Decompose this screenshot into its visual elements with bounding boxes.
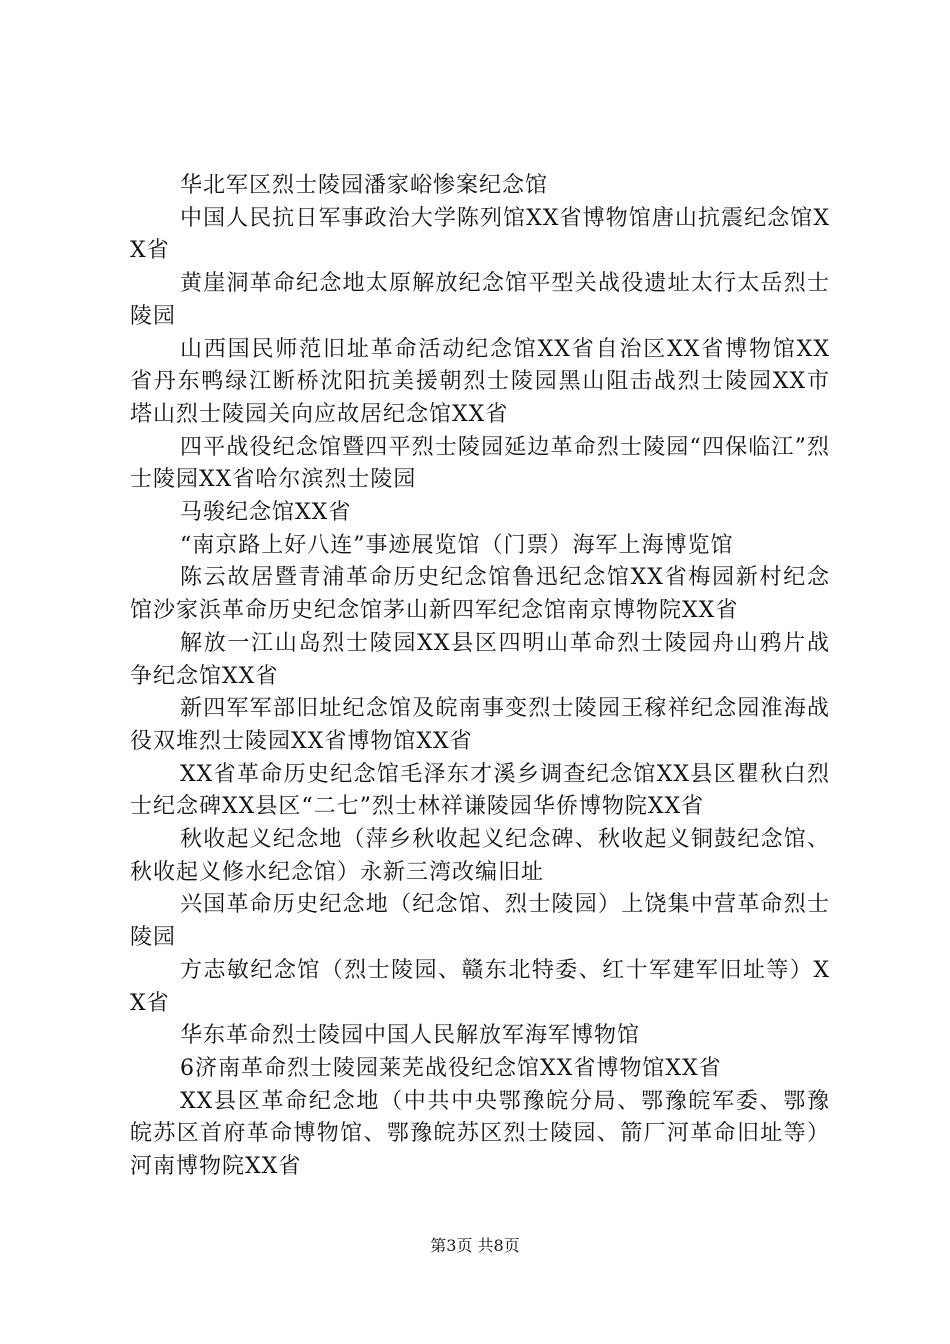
paragraph: 6济南革命烈士陵园莱芜战役纪念馆XX省博物馆XX省 [180, 1055, 722, 1081]
page-number: 第3页 共8页 [430, 1236, 520, 1255]
paragraph: 华北军区烈士陵园潘家峪惨案纪念馆 [180, 173, 549, 198]
paragraph: XX省革命历史纪念馆毛泽东才溪乡调查纪念馆XX县区瞿秋白烈士纪念碑XX县区“二七”烈士林祥谦陵园华侨博物院XX省 [130, 761, 830, 820]
paragraph: XX县区革命纪念地（中共中央鄂豫皖分局、鄂豫皖军委、鄂豫皖苏区首府革命博物馆、鄂豫皖苏区烈士陵园、箭厂河革命旧址等）河南博物院XX省 [130, 1088, 830, 1180]
paragraph: 新四军军部旧址纪念馆及皖南事变烈士陵园王稼祥纪念园淮海战役双堆烈士陵园XX省博物馆XX省 [130, 696, 830, 754]
paragraph: 华东革命烈士陵园中国人民解放军海军博物馆 [180, 1023, 641, 1049]
paragraph: 秋收起义纪念地（萍乡秋收起义纪念碑、秋收起义铜鼓纪念馆、秋收起义修水纪念馆）永新三湾改编旧址 [130, 827, 830, 885]
document-body [130, 170, 830, 1184]
paragraph: 解放一江山岛烈士陵园XX县区四明山革命烈士陵园舟山鸦片战争纪念馆XX省 [130, 630, 830, 689]
paragraph: 黄崖洞革命纪念地太原解放纪念馆平型关战役遗址太行太岳烈士陵园 [130, 271, 830, 329]
paragraph: 四平战役纪念馆暨四平烈士陵园延边革命烈士陵园“四保临江”烈士陵园XX省哈尔滨烈士陵园 [130, 434, 830, 493]
paragraph: 中国人民抗日军事政治大学陈列馆XX省博物馆唐山抗震纪念馆XX省 [130, 205, 830, 264]
paragraph: 陈云故居暨青浦革命历史纪念馆鲁迅纪念馆XX省梅园新村纪念馆沙家浜革命历史纪念馆茅山新四军纪念馆南京博物院XX省 [130, 565, 830, 624]
paragraph: 山西国民师范旧址革命活动纪念馆XX省自治区XX省博物馆XX省丹东鸭绿江断桥沈阳抗美援朝烈士陵园黑山阻击战烈士陵园XX市塔山烈士陵园关向应故居纪念馆XX省 [130, 336, 830, 427]
paragraph: 兴国革命历史纪念地（纪念馆、烈士陵园）上饶集中营革命烈士陵园 [130, 892, 830, 951]
paragraph: 马骏纪念馆XX省 [180, 500, 352, 526]
paragraph: 方志敏纪念馆（烈士陵园、赣东北特委、红十军建军旧址等）XX省 [130, 957, 830, 1016]
page-footer [0, 1236, 950, 1256]
paragraph: “南京路上好八连”事迹展览馆（门票）海军上海博览馆 [180, 532, 734, 558]
